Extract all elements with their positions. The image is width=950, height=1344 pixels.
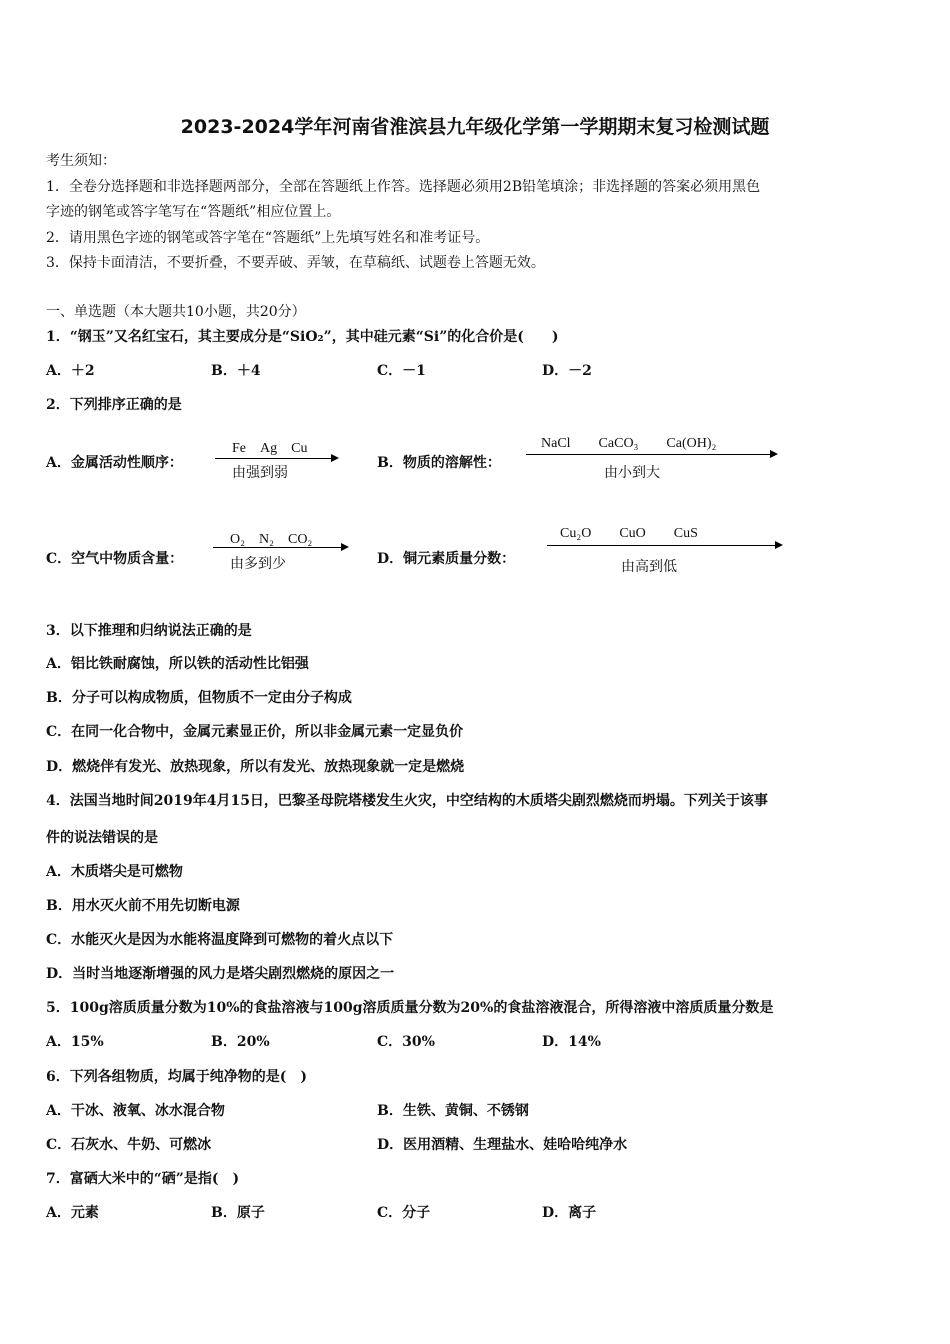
page-title: 2023-2024学年河南省淮滨县九年级化学第一学期期末复习检测试题 <box>180 116 770 138</box>
question-2-option-b-note: 由小到大 <box>604 465 660 481</box>
question-2-option-b-arrow <box>526 454 772 455</box>
question-2-option-c-label: C．空气中物质含量： <box>46 551 184 567</box>
question-4-option-c: C．水能灭火是因为水能将温度降到可燃物的着火点以下 <box>46 932 394 948</box>
question-7-stem: 7．富硒大米中的“硒”是指( ) <box>46 1171 240 1187</box>
notice-item-2: 2．请用黑色字迹的钢笔或答字笔在“答题纸”上先填写姓名和准考证号。 <box>46 230 490 246</box>
question-2-option-c-sequence: O₂ N₂ CO₂ <box>230 532 313 547</box>
question-5-option-d: D．14% <box>542 1034 601 1050</box>
section-heading: 一、单选题（本大题共10小题，共20分） <box>46 304 306 320</box>
question-2-option-d-label: D．铜元素质量分数： <box>377 551 516 567</box>
question-2-option-d-note: 由高到低 <box>621 559 677 575</box>
question-4-stem-cont: 件的说法错误的是 <box>46 830 158 846</box>
question-7-option-c: C．分子 <box>377 1205 431 1221</box>
question-5-option-a: A．15% <box>46 1034 104 1050</box>
question-3-option-c: C．在同一化合物中，金属元素显正价，所以非金属元素一定显负价 <box>46 724 464 740</box>
question-5-option-c: C．30% <box>377 1034 435 1050</box>
notice-item-1-cont: 字迹的钢笔或答字笔写在“答题纸”相应位置上。 <box>46 204 341 220</box>
question-1-option-d: D．－2 <box>542 363 592 379</box>
question-6-option-b: B．生铁、黄铜、不锈钢 <box>377 1103 529 1119</box>
question-3-option-d: D．燃烧伴有发光、放热现象，所以有发光、放热现象就一定是燃烧 <box>46 759 465 775</box>
notice-item-3: 3．保持卡面清洁，不要折叠，不要弄破、弄皱，在草稿纸、试题卷上答题无效。 <box>46 255 545 271</box>
question-7-option-d: D．离子 <box>542 1205 597 1221</box>
question-4-stem: 4．法国当地时间2019年4月15日，巴黎圣母院塔楼发生火灾，中空结构的木质塔尖剧烈燃烧而坍塌。下列关于该事 <box>46 793 768 809</box>
question-6-option-d: D．医用酒精、生理盐水、娃哈哈纯净水 <box>377 1137 628 1153</box>
notice-item-1: 1．全卷分选择题和非选择题两部分，全部在答题纸上作答。选择题必须用2B铅笔填涂；非选择题的答案必须用黑色 <box>46 179 761 195</box>
question-5-option-b: B．20% <box>211 1034 270 1050</box>
question-6-option-c: C．石灰水、牛奶、可燃冰 <box>46 1137 212 1153</box>
question-1-option-a: A．＋2 <box>46 363 95 379</box>
question-2-option-a-note: 由强到弱 <box>232 465 288 481</box>
question-5-stem: 5．100g溶质质量分数为10%的食盐溶液与100g溶质质量分数为20%的食盐溶液混合，所得溶液中溶质质量分数是 <box>46 1000 774 1016</box>
question-6-option-a: A．干冰、液氧、冰水混合物 <box>46 1103 225 1119</box>
question-2-option-d-arrow <box>547 545 777 546</box>
question-2-option-b-label: B．物质的溶解性： <box>377 455 501 471</box>
question-2-stem: 2．下列排序正确的是 <box>46 397 182 413</box>
question-2-option-c-arrow <box>213 547 343 548</box>
question-4-option-b: B．用水灭火前不用先切断电源 <box>46 898 240 914</box>
question-3-option-a: A．铝比铁耐腐蚀，所以铁的活动性比铝强 <box>46 656 309 672</box>
question-2-option-b-sequence: NaCl CaCO₃ Ca(OH)₂ <box>541 436 717 451</box>
question-6-stem: 6．下列各组物质，均属于纯净物的是( ) <box>46 1069 307 1085</box>
question-2-option-a-label: A．金属活动性顺序： <box>46 455 183 471</box>
question-2-option-a-sequence: Fe Ag Cu <box>232 441 308 456</box>
question-2-option-c-note: 由多到少 <box>230 556 286 572</box>
question-1-stem: 1．“钢玉”又名红宝石，其主要成分是“SiO₂”，其中硅元素“Si”的化合价是( ) <box>46 329 559 345</box>
question-2-option-d-sequence: Cu₂O CuO CuS <box>560 526 698 541</box>
question-3-stem: 3．以下推理和归纳说法正确的是 <box>46 623 252 639</box>
question-2-option-a-arrow <box>215 458 333 459</box>
notice-heading: 考生须知： <box>46 153 116 169</box>
question-1-option-b: B．＋4 <box>211 363 261 379</box>
question-7-option-a: A．元素 <box>46 1205 99 1221</box>
question-3-option-b: B．分子可以构成物质，但物质不一定由分子构成 <box>46 690 352 706</box>
question-1-option-c: C．－1 <box>377 363 426 379</box>
question-7-option-b: B．原子 <box>211 1205 265 1221</box>
question-4-option-a: A．木质塔尖是可燃物 <box>46 864 183 880</box>
question-4-option-d: D．当时当地逐渐增强的风力是塔尖剧烈燃烧的原因之一 <box>46 966 395 982</box>
